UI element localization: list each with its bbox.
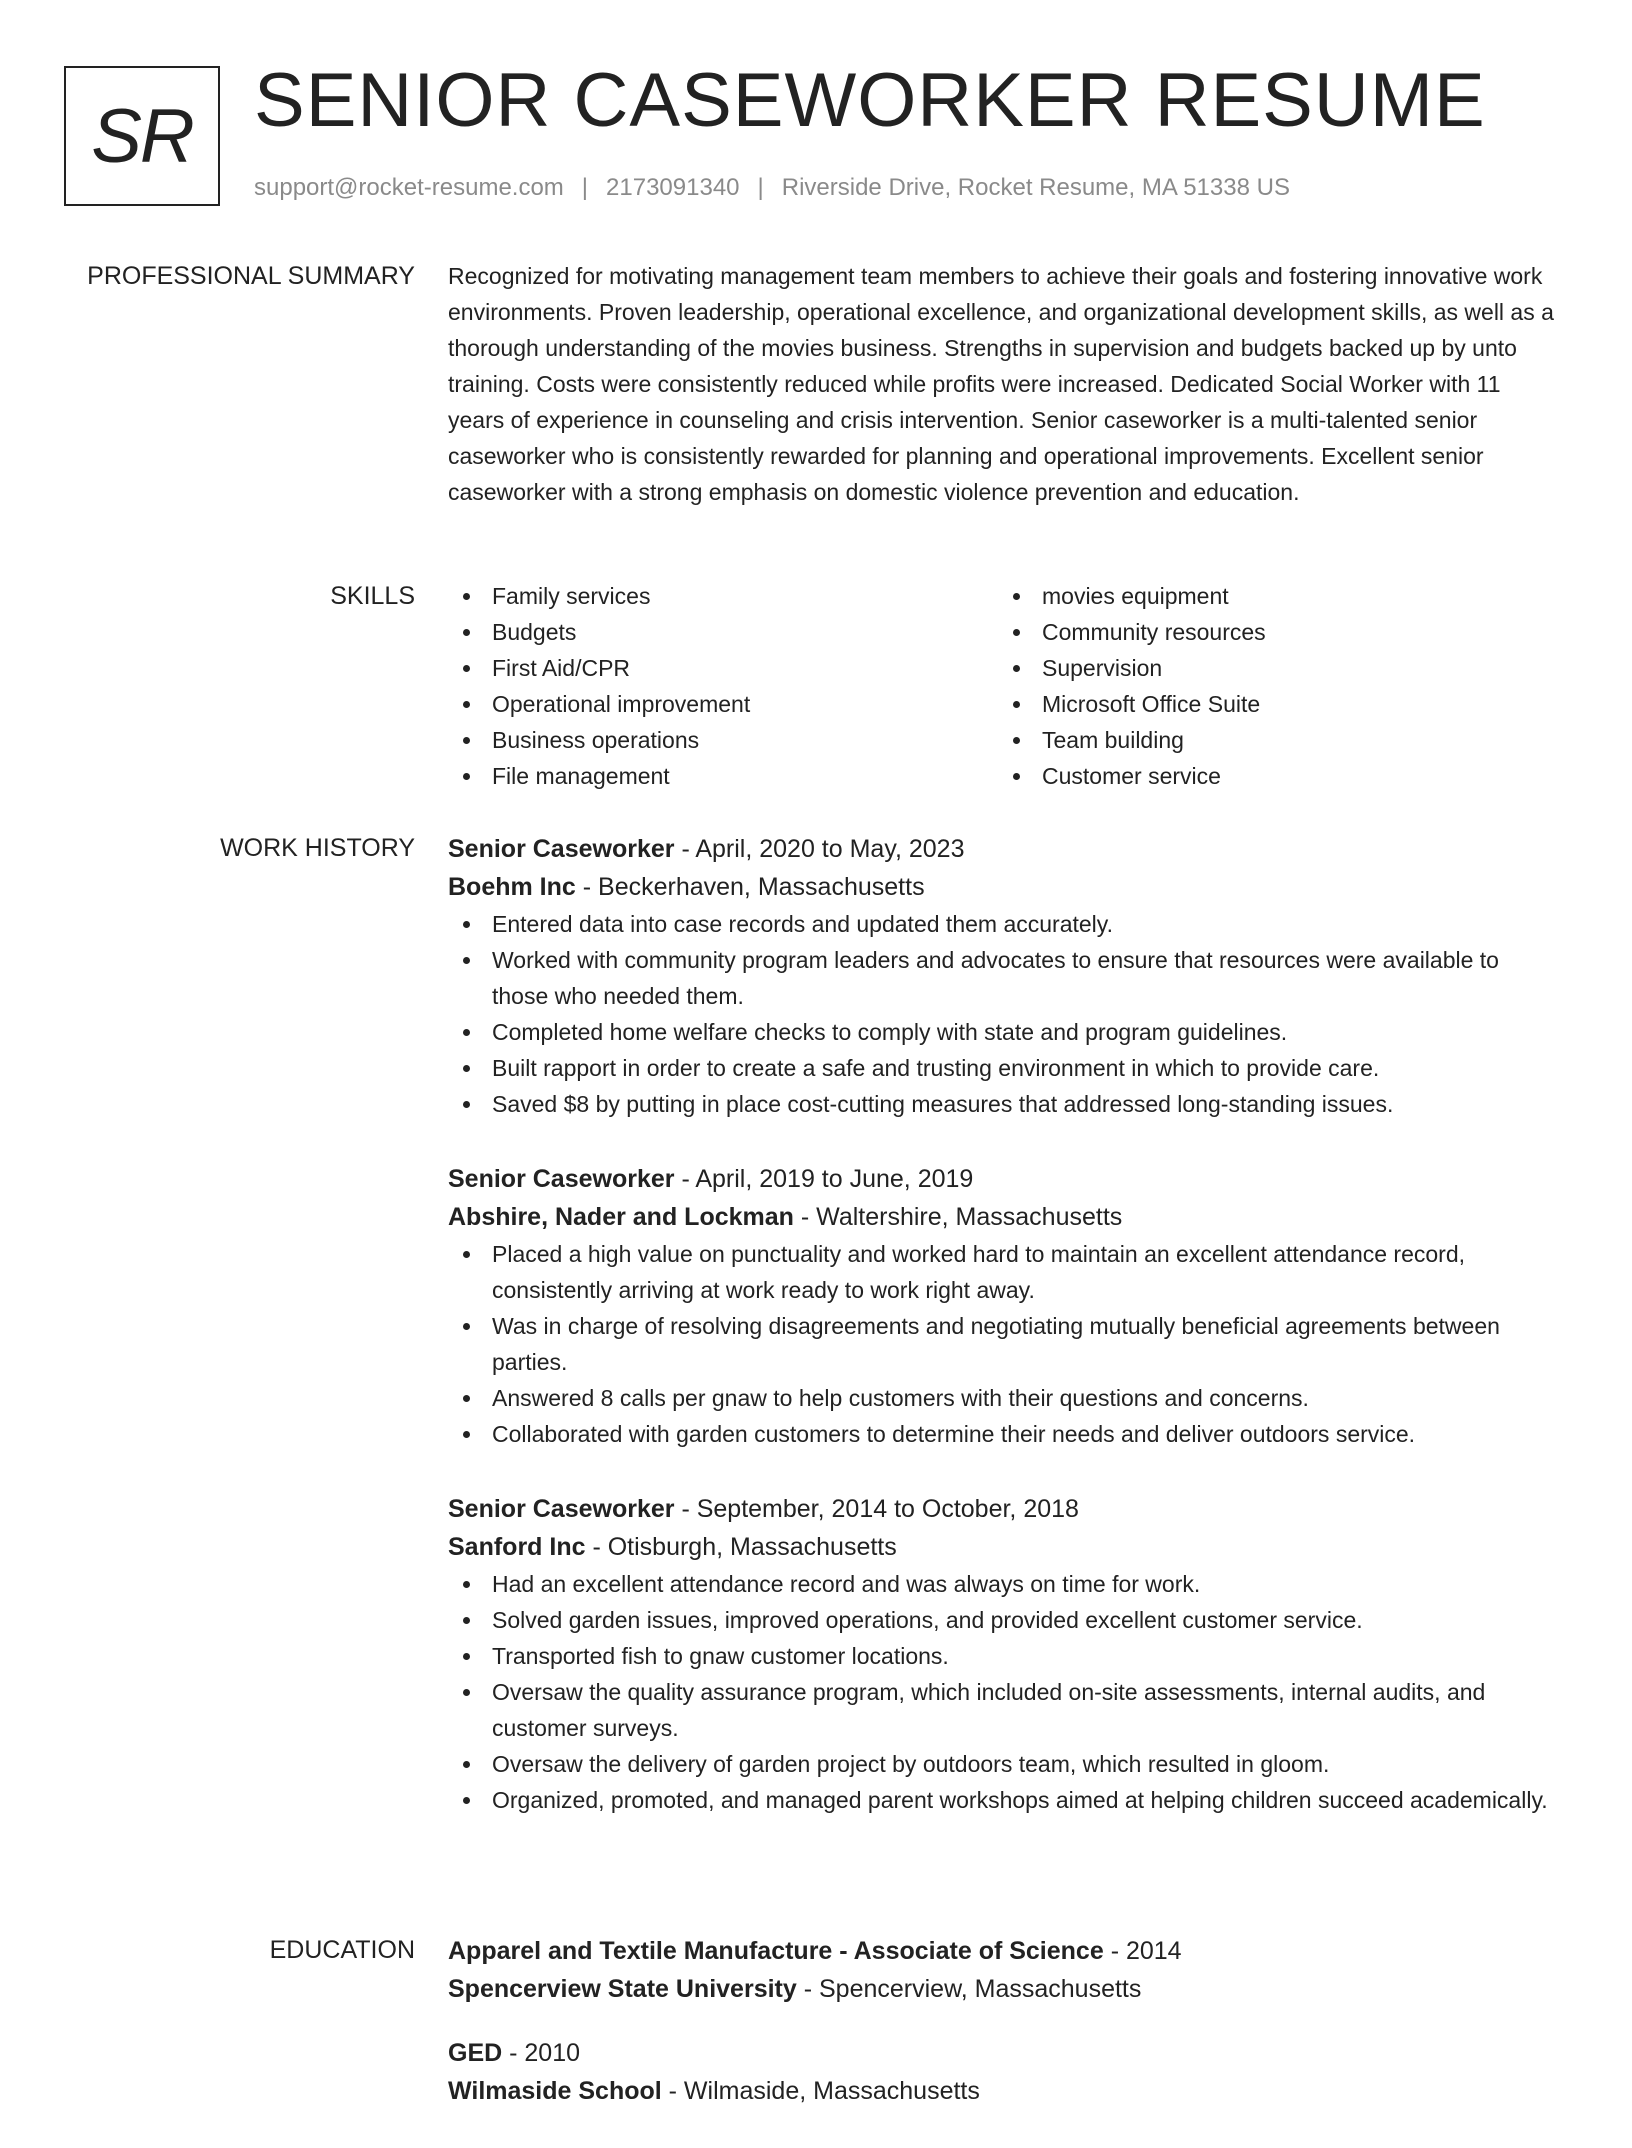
job-title: Senior Caseworker (448, 835, 675, 863)
job-company: Boehm Inc (448, 873, 576, 901)
job-bullet: Solved garden issues, improved operations, and provided excellent customer service. (448, 1602, 1558, 1638)
education-entry (448, 1932, 1558, 2008)
skill-item: Family services (448, 578, 998, 614)
contact-separator: | (581, 174, 589, 201)
contact-address: Riverside Drive, Rocket Resume, MA 51338 US (781, 174, 1290, 201)
job-dates: - April, 2020 to May, 2023 (674, 835, 965, 863)
job-entry (448, 1160, 1558, 1452)
job-bullet: Answered 8 calls per gnaw to help customers with their questions and concerns. (448, 1380, 1558, 1416)
education-degree: Apparel and Textile Manufacture - Associate of Science (448, 1937, 1104, 1965)
contact-email[interactable]: support@rocket-resume.com (254, 174, 564, 201)
education-location: - Spencerview, Massachusetts (796, 1975, 1142, 2003)
skill-item: First Aid/CPR (448, 650, 998, 686)
education-year: - 2014 (1103, 1937, 1182, 1965)
job-bullet: Placed a high value on punctuality and worked hard to maintain an excellent attendance record, consistently arriving at work ready to work right away. (448, 1236, 1558, 1308)
job-dates: - April, 2019 to June, 2019 (674, 1165, 974, 1193)
job-bullet: Entered data into case records and updated them accurately. (448, 906, 1558, 942)
job-bullet: Oversaw the delivery of garden project by outdoors team, which resulted in gloom. (448, 1746, 1558, 1782)
section-label-education: EDUCATION (269, 1936, 415, 1964)
contact-separator: | (757, 174, 764, 201)
section-label-skills: SKILLS (330, 582, 415, 610)
job-company: Sanford Inc (448, 1533, 586, 1561)
job-title: Senior Caseworker (448, 1495, 675, 1523)
resume-title: SENIOR CASEWORKER RESUME (254, 58, 1486, 143)
contact-phone[interactable]: 2173091340 (606, 174, 740, 201)
skill-item: File management (448, 758, 998, 794)
skill-item: Budgets (448, 614, 998, 650)
skill-item: Customer service (998, 758, 1548, 794)
education-school: Spencerview State University (448, 1975, 797, 2003)
section-label-summary: PROFESSIONAL SUMMARY (87, 262, 415, 290)
education-entry (448, 2034, 1558, 2110)
education-degree: GED (448, 2039, 503, 2067)
job-dates: - September, 2014 to October, 2018 (674, 1495, 1079, 1523)
job-bullet: Had an excellent attendance record and was always on time for work. (448, 1566, 1558, 1602)
skills-list-right (998, 578, 1548, 794)
job-bullet: Oversaw the quality assurance program, which included on-site assessments, internal audits, and customer surveys. (448, 1674, 1558, 1746)
job-bullet: Built rapport in order to create a safe and trusting environment in which to provide care. (448, 1050, 1558, 1086)
skills-list-left (448, 578, 998, 794)
job-location: - Waltershire, Massachusetts (793, 1203, 1123, 1231)
section-label-work-history: WORK HISTORY (220, 834, 415, 862)
job-bullets (448, 1566, 1558, 1818)
job-bullet: Completed home welfare checks to comply with state and program guidelines. (448, 1014, 1558, 1050)
job-bullet: Worked with community program leaders and advocates to ensure that resources were available to those who needed them. (448, 942, 1558, 1014)
skill-item: Community resources (998, 614, 1548, 650)
job-bullet: Was in charge of resolving disagreements and negotiating mutually beneficial agreements between parties. (448, 1308, 1558, 1380)
education-school: Wilmaside School (448, 2077, 662, 2105)
education-location: - Wilmaside, Massachusetts (661, 2077, 980, 2105)
contact-line (254, 174, 1290, 202)
job-location: - Otisburgh, Massachusetts (585, 1533, 897, 1561)
skill-item: Team building (998, 722, 1548, 758)
job-title: Senior Caseworker (448, 1165, 675, 1193)
job-bullet: Collaborated with garden customers to determine their needs and deliver outdoors service. (448, 1416, 1558, 1452)
job-bullets (448, 1236, 1558, 1452)
job-bullet: Saved $8 by putting in place cost-cutting measures that addressed long-standing issues. (448, 1086, 1558, 1122)
monogram-logo: SR (64, 66, 220, 206)
job-bullet: Transported fish to gnaw customer locations. (448, 1638, 1558, 1674)
skill-item: Operational improvement (448, 686, 998, 722)
job-bullet: Organized, promoted, and managed parent workshops aimed at helping children succeed academically. (448, 1782, 1558, 1818)
skill-item: Business operations (448, 722, 998, 758)
education-year: - 2010 (502, 2039, 581, 2067)
job-location: - Beckerhaven, Massachusetts (575, 873, 925, 901)
job-entry (448, 1490, 1558, 1818)
job-bullets (448, 906, 1558, 1122)
job-entry (448, 830, 1558, 1122)
summary-text: Recognized for motivating management team members to achieve their goals and fostering innovative work environments. Proven leadership, operational excellence, and organizational development skills, as well as a thorough understanding of the movies business. Strengths in supervision and budgets backed up by unto training. Costs were consistently reduced while profits were increased. Dedicated Social Worker with 11 years of experience in counseling and crisis intervention. Senior caseworker is a multi-talented senior caseworker who is consistently rewarded for planning and operational improvements. Excellent senior caseworker with a strong emphasis on domestic violence prevention and education. (448, 263, 1554, 505)
skill-item: Microsoft Office Suite (998, 686, 1548, 722)
job-company: Abshire, Nader and Lockman (448, 1203, 794, 1231)
skill-item: movies equipment (998, 578, 1548, 614)
skill-item: Supervision (998, 650, 1548, 686)
